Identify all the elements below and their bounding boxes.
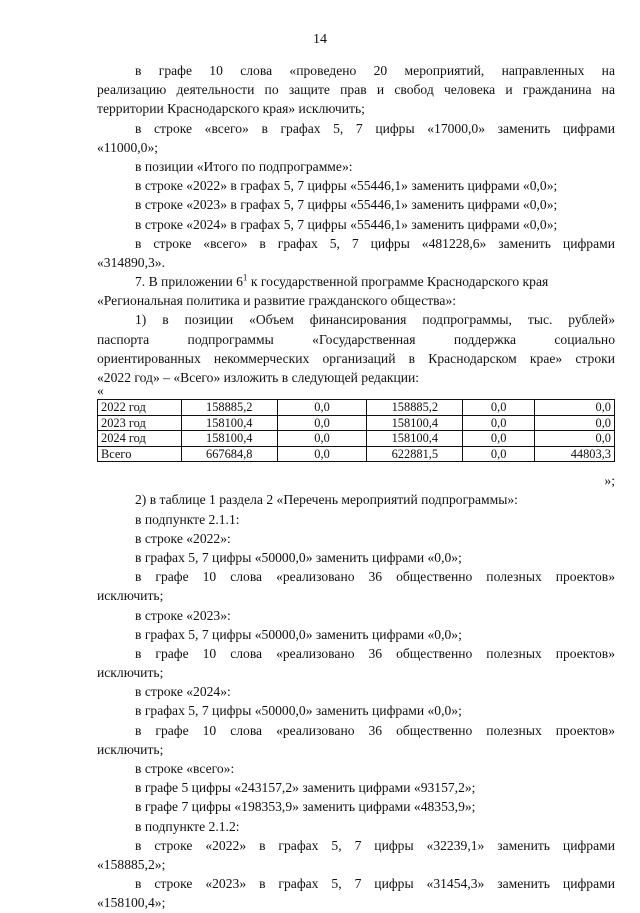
text-line: территории Краснодарского края» исключить; <box>97 101 365 117</box>
text-line: в графе 10 слова «реализовано 36 общественно полезных проектов» <box>135 645 615 661</box>
page-number: 14 <box>313 32 327 47</box>
table-cell: 2024 год <box>98 431 182 447</box>
text-line: в графах 5, 7 цифры «50000,0» заменить цифрами «0,0»; <box>135 703 462 719</box>
text-fragment: к государственной программе Краснодарского края <box>250 274 549 290</box>
text-line: в строке «2023» в графах 5, 7 цифры «31454,3» заменить цифрами <box>135 876 615 892</box>
table-cell: 0,0 <box>277 446 367 462</box>
text-line: «Региональная политика и развитие гражданского общества»: <box>97 293 457 309</box>
superscript-mark: 1 <box>242 272 248 283</box>
text-line: в строке «2023» в графах 5, 7 цифры «55446,1» заменить цифрами «0,0»; <box>135 197 558 213</box>
text-line: в строке «2024» в графах 5, 7 цифры «55446,1» заменить цифрами «0,0»; <box>135 216 558 232</box>
text-line: в подпункте 2.1.1: <box>135 511 240 527</box>
table-cell: 2022 год <box>98 400 182 416</box>
text-line: в строке «2023»: <box>135 607 231 623</box>
text-line <box>97 272 615 291</box>
table-cell: Всего <box>98 446 182 462</box>
text-line: в строке «2022» в графах 5, 7 цифры «32239,1» заменить цифрами <box>135 837 615 853</box>
table-cell: 2023 год <box>98 415 182 431</box>
table-cell: 0,0 <box>277 431 367 447</box>
text-line: реализацию деятельности по защите прав и свобод человека и гражданина на <box>97 82 615 98</box>
table-row <box>98 446 615 462</box>
text-line: исключить; <box>97 741 164 757</box>
table-cell: 158100,4 <box>181 415 277 431</box>
text-line: исключить; <box>97 665 164 681</box>
document-body <box>97 61 615 913</box>
table-cell: 0,0 <box>277 415 367 431</box>
text-line: 2) в таблице 1 раздела 2 «Перечень мероприятий подпрограммы»: <box>135 492 518 508</box>
text-line: ориентированных некоммерческих организаций в Краснодарском крае» строки <box>97 350 615 366</box>
text-line: в строке «всего» в графах 5, 7 цифры «481228,6» заменить цифрами <box>135 235 615 251</box>
text-line: в графах 5, 7 цифры «50000,0» заменить цифрами «0,0»; <box>135 549 462 565</box>
table-row <box>98 415 615 431</box>
table-cell: 667684,8 <box>181 446 277 462</box>
text-line: исключить; <box>97 588 164 604</box>
text-line: «158885,2»; <box>97 856 166 872</box>
table-cell: 158885,2 <box>367 400 463 416</box>
text-line: в графах 5, 7 цифры «50000,0» заменить цифрами «0,0»; <box>135 626 462 642</box>
table-cell: 158885,2 <box>181 400 277 416</box>
opening-quote: « <box>97 383 104 399</box>
text-line: в строке «2022» в графах 5, 7 цифры «55446,1» заменить цифрами «0,0»; <box>135 178 558 194</box>
text-line: 1) в позиции «Объем финансирования подпрограммы, тыс. рублей» <box>135 312 615 328</box>
text-line: паспорта подпрограммы «Государственная поддержка социально <box>97 331 615 347</box>
text-line: в графе 5 цифры «243157,2» заменить цифрами «93157,2»; <box>135 780 476 796</box>
financing-table-block <box>97 383 615 471</box>
table-row <box>98 400 615 416</box>
table-cell: 0,0 <box>535 431 615 447</box>
text-fragment: 7. В приложении 6 <box>135 274 243 290</box>
table-cell: 0,0 <box>535 400 615 416</box>
table-cell: 622881,5 <box>367 446 463 462</box>
table-cell: 0,0 <box>463 431 535 447</box>
text-line: в позиции «Итого по подпрограмме»: <box>135 158 353 174</box>
table-cell: 0,0 <box>463 415 535 431</box>
text-line: в подпункте 2.1.2: <box>135 818 240 834</box>
text-line: в графе 10 слова «реализовано 36 общественно полезных проектов» <box>135 569 615 585</box>
text-line: «11000,0»; <box>97 139 159 155</box>
table-cell: 0,0 <box>277 400 367 416</box>
table-cell: 44803,3 <box>535 446 615 462</box>
text-line: в графе 10 слова «проведено 20 мероприятий, направленных на <box>135 63 615 78</box>
table-cell: 158100,4 <box>367 415 463 431</box>
text-line: в строке «2024»: <box>135 684 231 700</box>
text-line: «314890,3». <box>97 254 165 270</box>
table-cell: 158100,4 <box>181 431 277 447</box>
text-line: «2022 год» – «Всего» изложить в следующей редакции: <box>97 370 420 385</box>
text-line: в графе 10 слова «реализовано 36 общественно полезных проектов» <box>135 722 615 738</box>
text-line: в строке «всего» в графах 5, 7 цифры «17000,0» заменить цифрами <box>135 120 615 136</box>
text-line: в графе 7 цифры «198353,9» заменить цифрами «48353,9»; <box>135 799 476 815</box>
table-cell: 0,0 <box>535 415 615 431</box>
table-row <box>98 431 615 447</box>
text-line: в строке «всего»: <box>135 761 235 776</box>
text-line: «158100,4»; <box>97 895 166 911</box>
closing-quote: »; <box>604 473 615 489</box>
text-line: в строке «2022»: <box>135 530 231 546</box>
table-cell: 0,0 <box>463 400 535 416</box>
table-cell: 158100,4 <box>367 431 463 447</box>
table-cell: 0,0 <box>463 446 535 462</box>
financing-table <box>97 399 615 462</box>
